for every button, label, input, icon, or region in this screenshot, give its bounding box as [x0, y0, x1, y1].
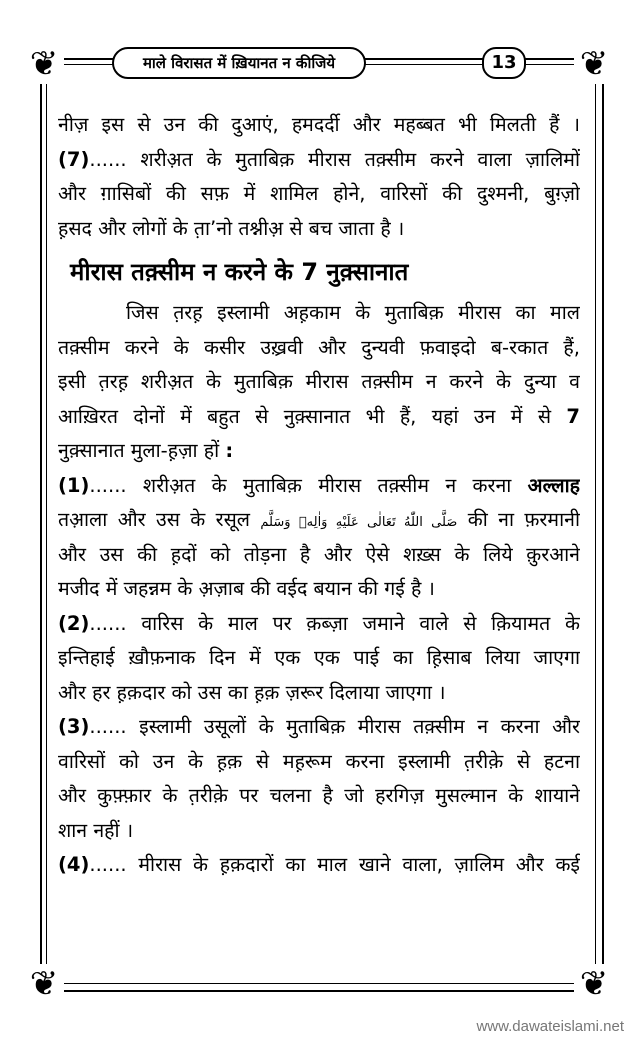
ornament-corner-icon: ❦	[574, 44, 614, 84]
ornament-corner-icon: ❦	[24, 44, 64, 84]
text-line	[58, 400, 580, 435]
text-line	[58, 607, 580, 642]
text-line: मजीद में जहन्नम के अ़ज़ाब की वईद बयान की गई है ।	[58, 577, 435, 600]
ornament-corner-icon: ❦	[24, 964, 64, 1004]
text-line: इसी त़रह़ शरीअ़त के मुताबिक़ मीरास तक़्सीम न करने के दुन्या व	[58, 370, 580, 393]
point-number: (2)	[58, 611, 90, 635]
text-line: नीज़ इस से उन की दुआएं, हमदर्दी और महब्बत भी मिलती हैं ।	[58, 113, 580, 136]
text-line	[58, 710, 580, 745]
text-line	[58, 143, 580, 178]
text-line: और उस की ह़दों को तोड़ना है और ऐसे शख़्स के लिये क़ुरआने	[58, 542, 580, 566]
page-number: 13	[482, 47, 526, 79]
text-line: और ग़ासिबों की सफ़ में शामिल होने, वारिसों की दुश्मनी, बुग़्ज़ो	[58, 182, 580, 205]
text-line: तक़्सीम करने के कसीर उख़्रवी और दुन्यवी फ़वाइदो ब-रकात हैं,	[58, 335, 580, 359]
text-span: तआ़ला और उस के रसूल	[58, 508, 250, 531]
text-line	[58, 848, 580, 883]
text-line: वारिसों को उन के ह़क़ से मह़रूम करना इस्लामी त़रीक़े से हटना	[58, 749, 580, 773]
point-number: (7)	[58, 147, 90, 171]
text-span: नुक़्सानात मुला-ह़ज़ा हों	[58, 439, 220, 462]
section-heading: मीरास तक़्सीम न करने के 7 नुक़्सानात	[70, 258, 409, 286]
colon: :	[225, 439, 234, 462]
point-number: (4)	[58, 853, 90, 876]
running-header-title: माले विरासत में ख़ियानत न कीजिये	[112, 47, 366, 79]
text-line: शान नहीं ।	[58, 818, 134, 842]
text-line: और कुफ़्फ़ार के त़रीक़े पर चलना है जो हरगिज़ मुसल्मान के शायाने	[58, 784, 580, 807]
text-line: जिस त़रह़ इस्लामी अह़काम के मुताबिक़ मीरास का माल	[126, 301, 580, 324]
point-number: (1)	[58, 473, 90, 497]
text-line: इन्तिहाई ख़ौफ़नाक दिन में एक एक पाई का ह़िसाब लिया जाएगा	[58, 646, 580, 669]
ornament-corner-icon: ❦	[574, 964, 614, 1004]
text-line	[58, 503, 580, 538]
text-span: ...... शरीअ़त के मुताबिक़ मीरास तक़्सीम करने वाला ज़ालिमों	[89, 147, 580, 171]
point-number: (3)	[58, 715, 90, 738]
text-line: और हर ह़क़दार को उस का ह़क़ ज़रूर दिलाया जाएगा ।	[58, 680, 446, 704]
text-span: आख़िरत दोनों में बहुत से नुक़्सानात भी हैं, यहां उन में से	[58, 404, 552, 428]
text-span: ...... शरीअ़त के मुताबिक़ मीरास तक़्सीम न करना	[89, 473, 512, 497]
footer-url: www.dawateislami.net	[476, 1018, 624, 1035]
count-number: 7	[566, 404, 580, 428]
arabic-salutation: صَلَّى اللّٰهُ تَعَالٰى عَلَيْهِ وَاٰلِهٖ وَسَلَّم	[260, 515, 458, 530]
text-span: ...... इस्लामी उसूलों के मुताबिक़ मीरास तक़्सीम न करना और	[89, 715, 580, 738]
text-span: ...... मीरास के ह़क़दारों का माल खाने वाला, ज़ालिम और कई	[89, 853, 580, 876]
text-line: ह़सद और लोगों के त़ा’नो तश्नीअ़ से बच जाता है ।	[58, 216, 405, 240]
text-line	[58, 434, 580, 469]
page-content	[58, 108, 580, 883]
text-span: की ना फ़रमानी	[467, 508, 580, 531]
divine-name: अल्लाह	[527, 473, 580, 497]
text-span: ...... वारिस के माल पर क़ब्ज़ा जमाने वाले से क़ियामत के	[89, 611, 580, 635]
text-line	[58, 469, 580, 504]
